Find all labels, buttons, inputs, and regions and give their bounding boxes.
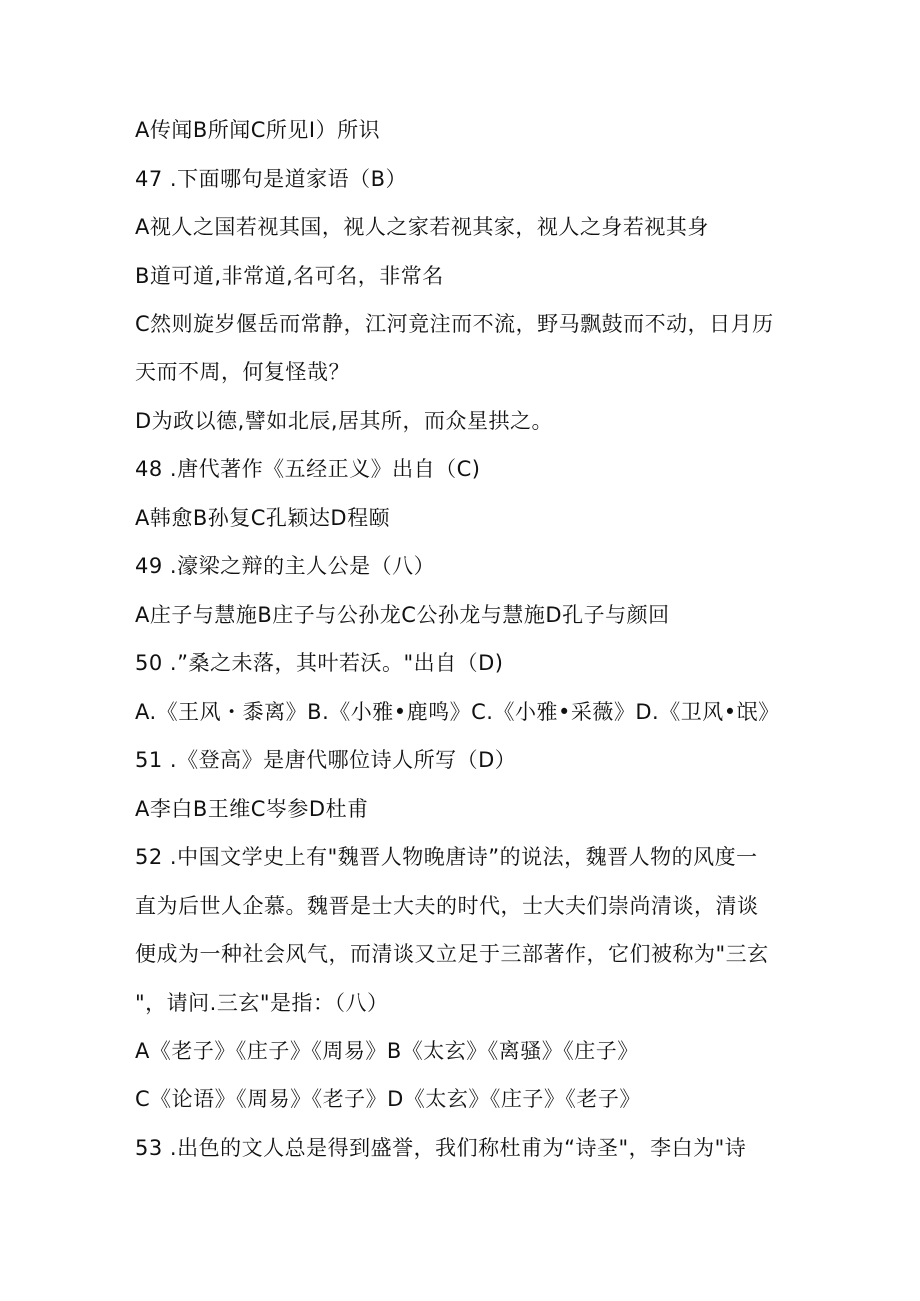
question-52-continued: "，请问.三玄"是指：（八）: [135, 991, 389, 1015]
option-line: B道可道,非常道,名可名，非常名: [135, 264, 444, 288]
options-line: A庄子与慧施B庄子与公孙龙C公孙龙与慧施D孔子与颜回: [135, 603, 670, 627]
options-line: A《老子》《庄子》《周易》B《太玄》《离骚》《庄子》: [135, 1039, 639, 1063]
question-52-continued: 直为后世人企慕。魏晋是士大夫的时代，士大夫们崇尚清谈，清谈: [135, 894, 759, 918]
options-line: C《论语》《周易》《老子》D《太玄》《庄子》《老子》: [135, 1087, 641, 1111]
question-52-continued: 便成为一种社会风气，而清谈又立足于三部著作，它们被称为"三玄: [135, 942, 769, 966]
text-line: A传闻B所闻C所见I）所识: [135, 118, 381, 142]
option-line-continued: 天而不周，何复怪哉？: [135, 360, 350, 384]
options-line: A.《王风・黍离》B.《小雅•鹿鸣》C.《小雅•采薇》D.《卫风•氓》: [135, 700, 780, 724]
option-line: A视人之国若视其国，视人之家若视其家，视人之身若视其身: [135, 215, 709, 239]
question-50: 50 .”桑之未落，其叶若沃。"出自（D): [135, 651, 504, 675]
option-line: D为政以德,譬如北辰,居其所，而众星拱之。: [135, 409, 554, 433]
question-48: 48 .唐代著作《五经正义》出自（C): [135, 457, 481, 481]
options-line: A李白B王维C岑参D杜甫: [135, 797, 369, 821]
question-49: 49 .濠梁之辩的主人公是（八）: [135, 554, 436, 578]
option-line: C然则旋岁偃岳而常静，江河竟注而不流，野马飘鼓而不动，日月历: [135, 312, 774, 336]
question-47: 47 .下面哪句是道家语（B）: [135, 167, 407, 191]
options-line: A韩愈B孙复C孔颖达D程颐: [135, 506, 391, 530]
question-52: 52 .中国文学史上有"魏晋人物晚唐诗”的说法，魏晋人物的风度一: [135, 845, 758, 869]
question-51: 51 .《登高》是唐代哪位诗人所写（D）: [135, 748, 517, 772]
question-53: 53 .出色的文人总是得到盛誉，我们称杜甫为“诗圣"，李白为"诗: [135, 1136, 747, 1160]
